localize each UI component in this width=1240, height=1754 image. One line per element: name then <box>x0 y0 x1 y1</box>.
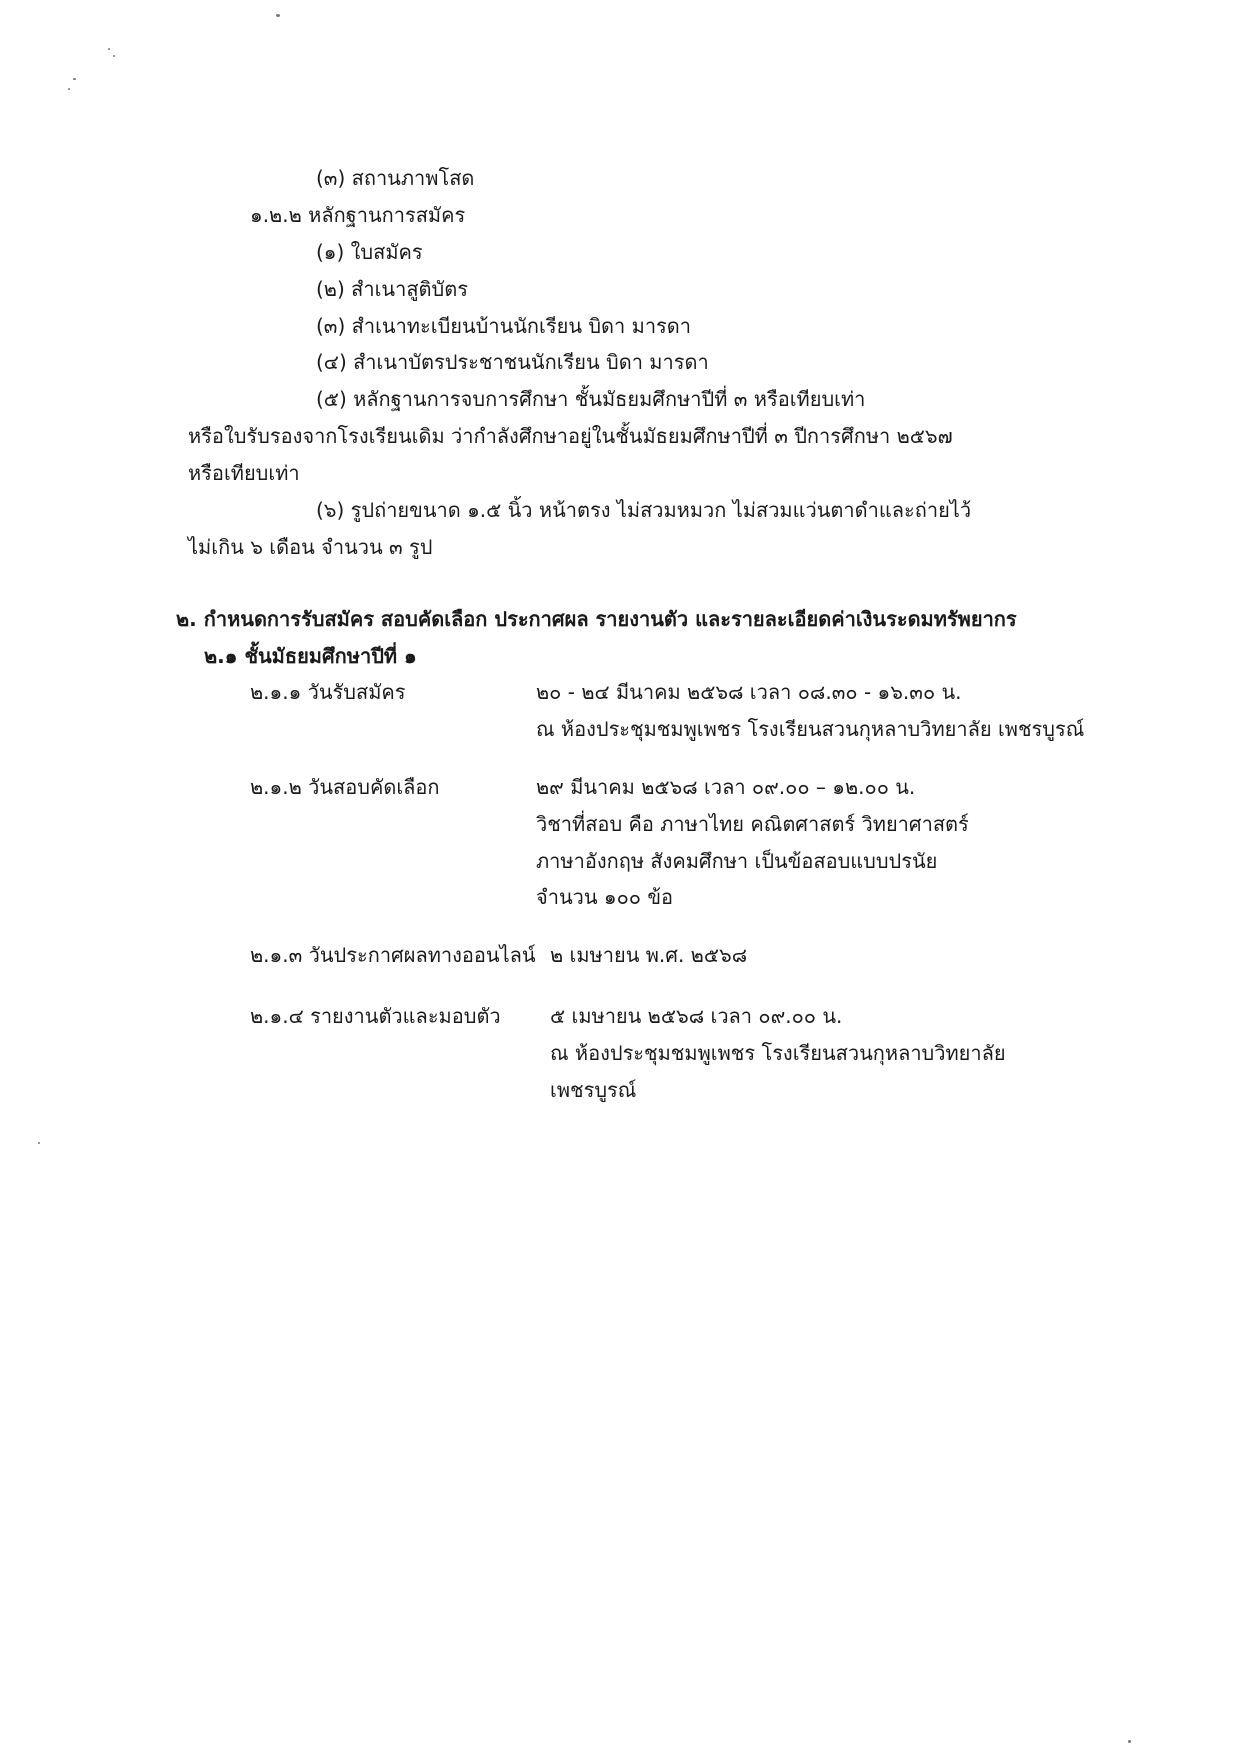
schedule-detail: ๒๙ มีนาคม ๒๕๖๘ เวลา ๐๙.๐๐ – ๑๒.๐๐ น. <box>536 775 916 799</box>
doc-item-6: (๖) รูปถ่ายขนาด ๑.๕ นิ้ว หน้าตรง ไม่สวมหมวก ไม่สวมแว่นตาดำและถ่ายไว้ <box>316 498 972 522</box>
section-2-1-subtitle: ๒.๑ ชั้นมัธยมศึกษาปีที่ ๑ <box>204 644 417 668</box>
scan-speck <box>108 48 110 50</box>
doc-item-4: (๔) สำเนาบัตรประชาชนนักเรียน บิดา มารดา <box>316 350 709 374</box>
schedule-detail: จำนวน ๑๐๐ ข้อ <box>536 885 674 909</box>
doc-item-1: (๑) ใบสมัคร <box>316 240 423 264</box>
marital-status-item: (๓) สถานภาพโสด <box>316 166 475 190</box>
schedule-detail: ภาษาอังกฤษ สังคมศึกษา เป็นข้อสอบแบบปรนัย <box>536 849 938 873</box>
doc-item-5-continued: หรือใบรับรองจากโรงเรียนเดิม ว่ากำลังศึกษาอยู่ในชั้นมัธยมศึกษาปีที่ ๓ ปีการศึกษา ๒๕๖๗ <box>188 424 953 448</box>
schedule-detail: ณ ห้องประชุมชมพูเพชร โรงเรียนสวนกุหลาบวิทยาลัย <box>550 1041 1006 1065</box>
doc-item-5: (๕) หลักฐานการจบการศึกษา ชั้นมัธยมศึกษาปีที่ ๓ หรือเทียบเท่า <box>316 387 866 411</box>
scan-speck <box>73 78 76 80</box>
doc-item-2: (๒) สำเนาสูติบัตร <box>316 277 468 301</box>
schedule-detail: วิชาที่สอบ คือ ภาษาไทย คณิตศาสตร์ วิทยาศาสตร์ <box>536 812 969 836</box>
schedule-detail: เพชรบูรณ์ <box>550 1078 637 1102</box>
doc-item-3: (๓) สำเนาทะเบียนบ้านนักเรียน บิดา มารดา <box>316 314 692 338</box>
doc-item-6-continued: ไม่เกิน ๖ เดือน จำนวน ๓ รูป <box>188 535 433 559</box>
scan-speck <box>38 1142 40 1144</box>
schedule-label-report: ๒.๑.๔ รายงานตัวและมอบตัว <box>250 1004 501 1028</box>
schedule-detail: ๒๐ - ๒๔ มีนาคม ๒๕๖๘ เวลา ๐๘.๓๐ - ๑๖.๓๐ น. <box>536 680 962 704</box>
scan-speck <box>276 14 280 17</box>
schedule-detail: ๕ เมษายน ๒๕๖๘ เวลา ๐๙.๐๐ น. <box>550 1004 843 1028</box>
schedule-label-exam: ๒.๑.๒ วันสอบคัดเลือก <box>250 775 440 799</box>
scan-speck <box>1128 1740 1131 1743</box>
scan-speck <box>68 88 70 90</box>
heading-application-documents: ๑.๒.๒ หลักฐานการสมัคร <box>250 203 466 227</box>
doc-item-5-continued-2: หรือเทียบเท่า <box>188 461 300 485</box>
scan-speck <box>113 55 115 57</box>
section-2-title: ๒. กำหนดการรับสมัคร สอบคัดเลือก ประกาศผล รายงานตัว และรายละเอียดค่าเงินระดมทรัพยากร <box>176 607 1017 631</box>
schedule-detail: ณ ห้องประชุมชมพูเพชร โรงเรียนสวนกุหลาบวิทยาลัย เพชรบูรณ์ <box>536 717 1085 741</box>
schedule-label-results: ๒.๑.๓ วันประกาศผลทางออนไลน์ <box>250 943 536 967</box>
schedule-detail: ๒ เมษายน พ.ศ. ๒๕๖๘ <box>550 943 748 967</box>
schedule-label-registration: ๒.๑.๑ วันรับสมัคร <box>250 680 406 704</box>
